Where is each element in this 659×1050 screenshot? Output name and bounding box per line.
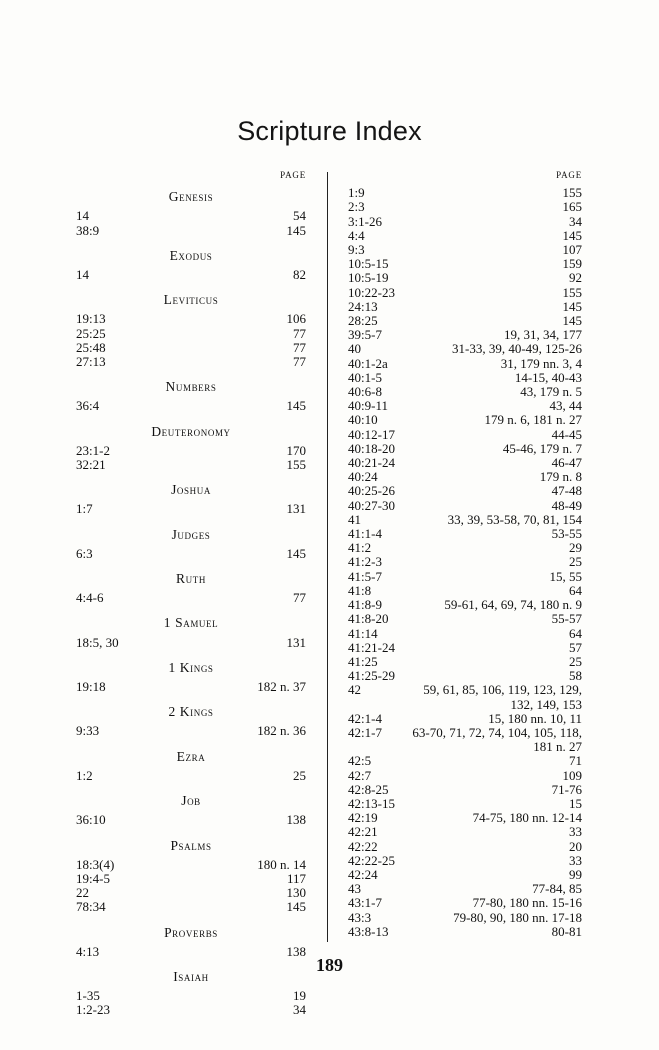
index-entry bbox=[348, 627, 582, 641]
index-entry bbox=[348, 641, 582, 655]
page-references: 14-15, 40-43 bbox=[514, 369, 582, 385]
book-heading: Isaiah bbox=[173, 968, 209, 984]
index-entry bbox=[76, 872, 306, 886]
verse-reference: 42 bbox=[348, 682, 361, 698]
book-heading: Exodus bbox=[169, 247, 213, 263]
verse-reference: 42:24 bbox=[348, 866, 378, 882]
index-entry bbox=[348, 811, 582, 825]
verse-reference: 27:13 bbox=[76, 354, 106, 370]
index-entry bbox=[348, 754, 582, 768]
page-references: 99 bbox=[569, 866, 582, 882]
column-divider bbox=[327, 172, 328, 942]
index-entry bbox=[348, 286, 582, 300]
book-heading: 1 Kings bbox=[168, 659, 214, 675]
index-entry bbox=[348, 896, 582, 910]
page-references: 106 bbox=[286, 311, 306, 327]
page-references: 117 bbox=[286, 870, 306, 886]
verse-reference: 4:4 bbox=[348, 227, 365, 243]
verse-reference: 78:34 bbox=[76, 899, 106, 915]
page-references: 155 bbox=[562, 284, 582, 300]
page-references: 179 n. 6, 181 n. 27 bbox=[484, 412, 582, 428]
verse-reference: 39:5-7 bbox=[348, 327, 382, 343]
verse-reference: 40:21-24 bbox=[348, 455, 395, 471]
page-references: 145 bbox=[562, 313, 582, 329]
page-references: 19, 31, 34, 177 bbox=[504, 327, 582, 343]
verse-reference: 42:1-4 bbox=[348, 710, 382, 726]
page-references: 107 bbox=[562, 242, 582, 258]
page-references: 59, 61, 85, 106, 119, 123, 129, 132, 149, 153 bbox=[423, 682, 582, 712]
index-entry bbox=[348, 769, 582, 783]
page-title: Scripture Index bbox=[237, 116, 422, 146]
verse-reference: 41:25-29 bbox=[348, 668, 395, 684]
page-references: 77 bbox=[293, 354, 306, 370]
book-heading: Numbers bbox=[165, 379, 217, 395]
index-entry bbox=[348, 584, 582, 598]
index-entry bbox=[348, 357, 582, 371]
page-references: 145 bbox=[286, 899, 306, 915]
index-entry bbox=[348, 712, 582, 726]
verse-reference: 41:25 bbox=[348, 653, 378, 669]
page-references: 145 bbox=[286, 222, 306, 238]
page-references: 45-46, 179 n. 7 bbox=[502, 440, 582, 456]
book-heading: Proverbs bbox=[164, 924, 218, 940]
verse-reference: 1-35 bbox=[76, 988, 100, 1004]
index-entry bbox=[348, 399, 582, 413]
verse-reference: 18:5, 30 bbox=[76, 634, 119, 650]
index-entry bbox=[348, 442, 582, 456]
verse-reference: 42:1-7 bbox=[348, 724, 382, 740]
index-entry bbox=[348, 882, 582, 896]
index-entry bbox=[76, 591, 306, 605]
verse-reference: 43:8-13 bbox=[348, 923, 389, 939]
page-references: 46-47 bbox=[551, 455, 582, 471]
verse-reference: 40:27-30 bbox=[348, 497, 395, 513]
page-references: 64 bbox=[569, 625, 582, 641]
index-entry bbox=[348, 499, 582, 513]
page-references: 25 bbox=[569, 554, 582, 570]
right-index-column bbox=[348, 168, 582, 939]
verse-reference: 25:48 bbox=[76, 339, 106, 355]
verse-reference: 42:8-25 bbox=[348, 781, 389, 797]
page-references: 33 bbox=[569, 824, 582, 840]
verse-reference: 43:3 bbox=[348, 909, 372, 925]
index-entry bbox=[348, 555, 582, 569]
page-references: 145 bbox=[286, 398, 306, 414]
verse-reference: 14 bbox=[76, 208, 89, 224]
index-entry bbox=[76, 724, 306, 738]
page-references: 155 bbox=[286, 457, 306, 473]
verse-reference: 42:22 bbox=[348, 838, 378, 854]
page-references: 20 bbox=[569, 838, 582, 854]
page-references: 29 bbox=[569, 540, 582, 556]
page-references: 55-57 bbox=[551, 611, 582, 627]
verse-reference: 41:21-24 bbox=[348, 639, 395, 655]
page-references: 80-81 bbox=[551, 923, 582, 939]
page-references: 43, 44 bbox=[549, 398, 582, 414]
page-references: 138 bbox=[286, 812, 306, 828]
verse-reference: 40:10 bbox=[348, 412, 378, 428]
page-references: 77-80, 180 nn. 15-16 bbox=[472, 895, 582, 911]
verse-reference: 36:4 bbox=[76, 398, 100, 414]
page-references: 33 bbox=[569, 852, 582, 868]
verse-reference: 23:1-2 bbox=[76, 442, 110, 458]
verse-reference: 19:4-5 bbox=[76, 870, 110, 886]
page-references: 159 bbox=[562, 256, 582, 272]
page-references: 77 bbox=[293, 339, 306, 355]
verse-reference: 9:3 bbox=[348, 242, 365, 258]
book-heading: Ruth bbox=[176, 571, 206, 587]
page-references: 71 bbox=[569, 753, 582, 769]
verse-reference: 4:13 bbox=[76, 943, 100, 959]
index-entry bbox=[76, 224, 306, 238]
verse-reference: 42:5 bbox=[348, 753, 372, 769]
verse-reference: 43 bbox=[348, 881, 361, 897]
index-entry bbox=[76, 312, 306, 326]
page-references: 59-61, 64, 69, 74, 180 n. 9 bbox=[444, 597, 582, 613]
index-entry bbox=[76, 769, 306, 783]
verse-reference: 40:9-11 bbox=[348, 398, 388, 414]
index-entry bbox=[348, 783, 582, 797]
verse-reference: 41:8 bbox=[348, 582, 372, 598]
page-references: 145 bbox=[562, 298, 582, 314]
verse-reference: 24:13 bbox=[348, 298, 378, 314]
index-entry bbox=[348, 215, 582, 229]
index-entry bbox=[348, 598, 582, 612]
index-entry bbox=[348, 612, 582, 626]
index-entry bbox=[348, 456, 582, 470]
verse-reference: 42:22-25 bbox=[348, 852, 395, 868]
index-entry bbox=[76, 1003, 306, 1017]
page-references: 165 bbox=[562, 199, 582, 215]
page-references: 64 bbox=[569, 582, 582, 598]
verse-reference: 1:7 bbox=[76, 501, 93, 517]
index-entry bbox=[76, 547, 306, 561]
index-entry bbox=[348, 669, 582, 683]
page-references: 82 bbox=[293, 267, 306, 283]
index-entry bbox=[348, 314, 582, 328]
index-entry bbox=[348, 243, 582, 257]
index-entry bbox=[348, 413, 582, 427]
verse-reference: 41:2 bbox=[348, 540, 372, 556]
verse-reference: 10:22-23 bbox=[348, 284, 395, 300]
page-references: 15, 55 bbox=[549, 568, 582, 584]
page-references: 77-84, 85 bbox=[532, 881, 582, 897]
index-entry bbox=[348, 825, 582, 839]
page-references: 31-33, 39, 40-49, 125-26 bbox=[452, 341, 582, 357]
verse-reference: 18:3(4) bbox=[76, 856, 115, 872]
verse-reference: 4:4-6 bbox=[76, 590, 104, 606]
verse-reference: 32:21 bbox=[76, 457, 106, 473]
verse-reference: 6:3 bbox=[76, 545, 93, 561]
book-heading: Deuteronomy bbox=[151, 423, 231, 439]
page-references: 130 bbox=[286, 885, 306, 901]
index-entry bbox=[76, 886, 306, 900]
left-index-body bbox=[76, 190, 306, 1017]
index-entry bbox=[348, 570, 582, 584]
verse-reference: 2:3 bbox=[348, 199, 365, 215]
index-entry bbox=[348, 527, 582, 541]
index-entry bbox=[348, 541, 582, 555]
verse-reference: 42:13-15 bbox=[348, 795, 395, 811]
book-heading: Joshua bbox=[171, 482, 211, 498]
index-entry bbox=[348, 470, 582, 484]
verse-reference: 41:14 bbox=[348, 625, 378, 641]
page-references: 15 bbox=[569, 795, 582, 811]
index-entry bbox=[348, 868, 582, 882]
index-entry bbox=[76, 900, 306, 914]
verse-reference: 40:12-17 bbox=[348, 426, 395, 442]
index-entry bbox=[76, 813, 306, 827]
verse-reference: 41:5-7 bbox=[348, 568, 382, 584]
verse-reference: 41:2-3 bbox=[348, 554, 382, 570]
index-entry bbox=[348, 342, 582, 356]
page-references: 77 bbox=[293, 590, 306, 606]
index-entry bbox=[348, 797, 582, 811]
index-entry bbox=[348, 683, 582, 711]
book-heading: 2 Kings bbox=[168, 704, 214, 720]
index-entry bbox=[348, 925, 582, 939]
book-heading: Ezra bbox=[176, 748, 206, 764]
right-index-body bbox=[348, 186, 582, 939]
page-references: 92 bbox=[569, 270, 582, 286]
index-entry bbox=[76, 502, 306, 516]
verse-reference: 40:6-8 bbox=[348, 384, 382, 400]
index-entry bbox=[76, 858, 306, 872]
page-column-header: PAGE bbox=[556, 170, 582, 180]
page-number: 189 bbox=[316, 955, 343, 975]
verse-reference: 40:18-20 bbox=[348, 440, 395, 456]
page-references: 179 n. 8 bbox=[539, 469, 582, 485]
page-references: 25 bbox=[569, 653, 582, 669]
index-entry bbox=[76, 989, 306, 1003]
verse-reference: 40:1-2a bbox=[348, 355, 388, 371]
verse-reference: 19:13 bbox=[76, 311, 106, 327]
verse-reference: 28:25 bbox=[348, 313, 378, 329]
index-entry bbox=[348, 854, 582, 868]
verse-reference: 19:18 bbox=[76, 679, 106, 695]
page-references: 155 bbox=[562, 185, 582, 201]
page-references: 33, 39, 53-58, 70, 81, 154 bbox=[447, 511, 582, 527]
page-references: 43, 179 n. 5 bbox=[520, 384, 582, 400]
verse-reference: 1:9 bbox=[348, 185, 365, 201]
verse-reference: 14 bbox=[76, 267, 89, 283]
index-entry bbox=[348, 655, 582, 669]
page-references: 48-49 bbox=[551, 497, 582, 513]
index-entry bbox=[348, 385, 582, 399]
index-entry bbox=[76, 680, 306, 694]
page-references: 19 bbox=[293, 988, 306, 1004]
verse-reference: 41:8-20 bbox=[348, 611, 389, 627]
page-references: 63-70, 71, 72, 74, 104, 105, 118, 181 n. 27 bbox=[412, 724, 582, 755]
index-entry bbox=[348, 257, 582, 271]
page-references: 182 n. 37 bbox=[257, 679, 306, 695]
index-entry bbox=[76, 268, 306, 282]
verse-reference: 9:33 bbox=[76, 723, 100, 739]
index-entry bbox=[76, 458, 306, 472]
verse-reference: 1:2 bbox=[76, 767, 93, 783]
page-references: 31, 179 nn. 3, 4 bbox=[500, 355, 582, 371]
index-entry bbox=[76, 399, 306, 413]
index-entry bbox=[76, 209, 306, 223]
book-heading: Job bbox=[181, 793, 201, 809]
page-references: 54 bbox=[293, 208, 306, 224]
index-entry bbox=[348, 300, 582, 314]
index-entry bbox=[348, 328, 582, 342]
verse-reference: 41:8-9 bbox=[348, 597, 382, 613]
page-references: 182 n. 36 bbox=[257, 723, 306, 739]
page-references: 138 bbox=[286, 943, 306, 959]
index-entry bbox=[76, 327, 306, 341]
book-heading: Genesis bbox=[168, 189, 214, 205]
page-references: 77 bbox=[293, 325, 306, 341]
verse-reference: 38:9 bbox=[76, 222, 100, 238]
index-entry bbox=[348, 200, 582, 214]
book-heading: Leviticus bbox=[163, 292, 219, 308]
page-references: 74-75, 180 nn. 12-14 bbox=[472, 810, 582, 826]
verse-reference: 40:24 bbox=[348, 469, 378, 485]
verse-reference: 36:10 bbox=[76, 812, 106, 828]
book-heading: Judges bbox=[171, 526, 211, 542]
page-references: 79-80, 90, 180 nn. 17-18 bbox=[453, 909, 582, 925]
verse-reference: 42:7 bbox=[348, 767, 372, 783]
page-references: 58 bbox=[569, 668, 582, 684]
page-references: 170 bbox=[286, 442, 306, 458]
verse-reference: 1:2-23 bbox=[76, 1002, 110, 1018]
verse-reference: 40:25-26 bbox=[348, 483, 395, 499]
page-references: 53-55 bbox=[551, 526, 582, 542]
verse-reference: 43:1-7 bbox=[348, 895, 382, 911]
verse-reference: 40:1-5 bbox=[348, 369, 382, 385]
page-references: 131 bbox=[286, 501, 306, 517]
page-references: 34 bbox=[569, 213, 582, 229]
index-entry bbox=[348, 229, 582, 243]
page-references: 180 n. 14 bbox=[257, 856, 306, 872]
index-entry bbox=[348, 726, 582, 754]
verse-reference: 25:25 bbox=[76, 325, 106, 341]
book-heading: 1 Samuel bbox=[163, 615, 219, 631]
verse-reference: 10:5-19 bbox=[348, 270, 389, 286]
verse-reference: 42:19 bbox=[348, 810, 378, 826]
index-entry bbox=[348, 484, 582, 498]
index-entry bbox=[348, 911, 582, 925]
page-references: 25 bbox=[293, 767, 306, 783]
index-entry bbox=[348, 513, 582, 527]
page-references: 145 bbox=[562, 227, 582, 243]
index-entry bbox=[76, 636, 306, 650]
index-entry bbox=[348, 840, 582, 854]
book-heading: Psalms bbox=[170, 837, 212, 853]
verse-reference: 22 bbox=[76, 885, 89, 901]
page-references: 15, 180 nn. 10, 11 bbox=[488, 710, 582, 726]
verse-reference: 41 bbox=[348, 511, 361, 527]
index-entry bbox=[348, 186, 582, 200]
page-references: 47-48 bbox=[551, 483, 582, 499]
verse-reference: 41:1-4 bbox=[348, 526, 382, 542]
index-entry bbox=[76, 341, 306, 355]
verse-reference: 40 bbox=[348, 341, 361, 357]
verse-reference: 3:1-26 bbox=[348, 213, 382, 229]
page-references: 131 bbox=[286, 634, 306, 650]
page-references: 44-45 bbox=[551, 426, 582, 442]
page-references: 145 bbox=[286, 545, 306, 561]
index-entry bbox=[76, 444, 306, 458]
index-entry bbox=[348, 428, 582, 442]
page-references: 34 bbox=[293, 1002, 306, 1018]
page-references: 71-76 bbox=[551, 781, 582, 797]
index-entry bbox=[348, 371, 582, 385]
page-references: 57 bbox=[569, 639, 582, 655]
index-entry bbox=[76, 355, 306, 369]
verse-reference: 42:21 bbox=[348, 824, 378, 840]
index-entry bbox=[348, 271, 582, 285]
page-references: 109 bbox=[562, 767, 582, 783]
verse-reference: 10:5-15 bbox=[348, 256, 389, 272]
left-index-column bbox=[76, 168, 306, 1018]
page-column-header: PAGE bbox=[280, 170, 306, 180]
